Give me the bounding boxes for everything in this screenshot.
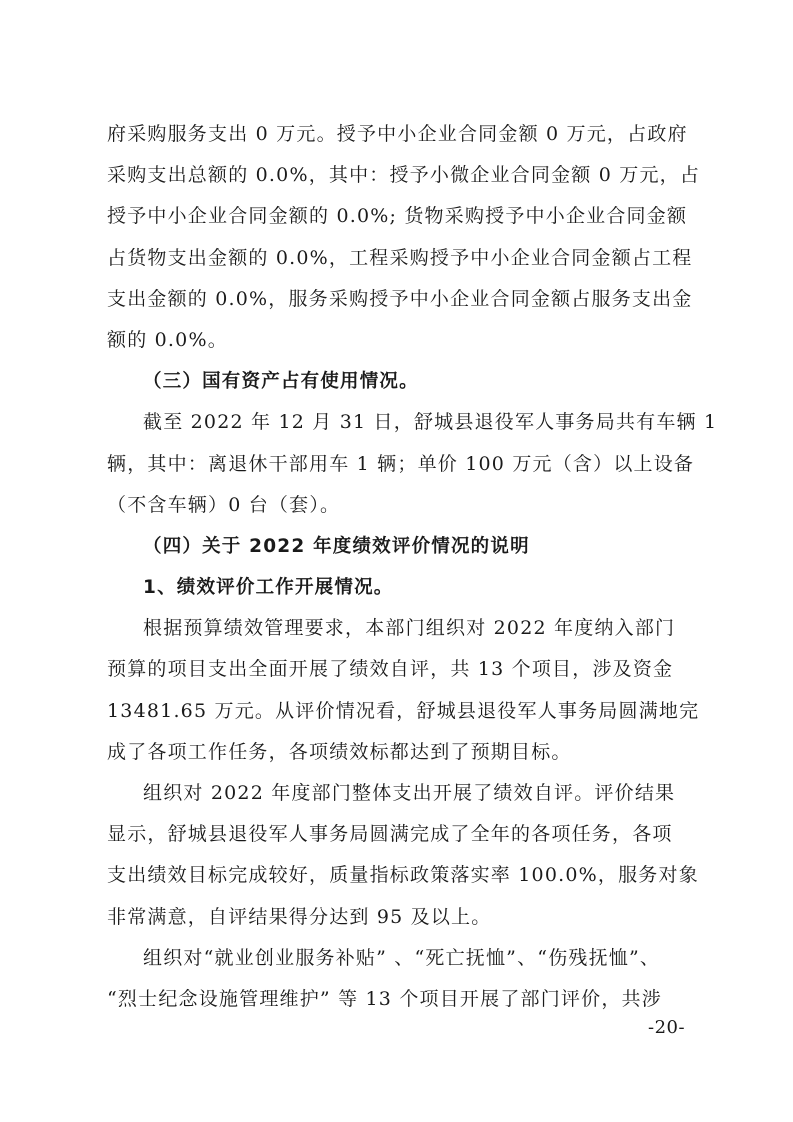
paragraph-line: 占货物支出金额的 0.0%，工程采购授予中小企业合同金额占工程 <box>107 246 693 269</box>
paragraph-line: 支出绩效目标完成较好，质量指标政策落实率 100.0%，服务对象 <box>107 864 699 887</box>
paragraph-line: 采购支出总额的 0.0%，其中：授予小微企业合同金额 0 万元，占 <box>107 164 701 187</box>
paragraph-line: 成了各项工作任务，各项绩效标都达到了预期目标。 <box>107 740 572 763</box>
page-number: -20- <box>648 1017 686 1038</box>
paragraph-line: 预算的项目支出全面开展了绩效自评，共 13 个项目，涉及资金 <box>107 658 674 681</box>
paragraph-line: 组织对“就业创业服务补贴” 、“死亡抚恤”、“伤残抚恤”、 <box>143 946 661 969</box>
paragraph-line: 组织对 2022 年度部门整体支出开展了绩效自评。评价结果 <box>143 782 676 804</box>
paragraph-line: 支出金额的 0.0%，服务采购授予中小企业合同金额占服务支出金 <box>107 287 693 310</box>
paragraph-line: 根据预算绩效管理要求，本部门组织对 2022 年度纳入部门 <box>143 617 676 640</box>
paragraph-line: 非常满意，自评结果得分达到 95 及以上。 <box>107 905 492 928</box>
section-heading: （三）国有资产占有使用情况。 <box>143 371 419 393</box>
paragraph-line: “烈士纪念设施管理维护” 等 13 个项目开展了部门评价，共涉 <box>107 987 662 1010</box>
paragraph-line: 显示，舒城县退役军人事务局圆满完成了全年的各项任务，各项 <box>107 823 673 846</box>
section-heading: （四）关于 2022 年度绩效评价情况的说明 <box>143 535 530 557</box>
paragraph-line: 授予中小企业合同金额的 0.0%; 货物采购授予中小企业合同金额 <box>107 205 688 228</box>
subsection-heading: 1、绩效评价工作开展情况。 <box>143 577 394 599</box>
body-text <box>107 114 718 1020</box>
paragraph-line: 截至 2022 年 12 月 31 日，舒城县退役军人事务局共有车辆 1 <box>143 411 718 434</box>
paragraph-line: 辆，其中：离退休干部用车 1 辆；单价 100 万元（含）以上设备 <box>107 452 695 475</box>
paragraph-line: 额的 0.0%。 <box>107 328 228 351</box>
paragraph-line: 13481.65 万元。从评价情况看，舒城县退役军人事务局圆满地完 <box>107 699 700 722</box>
paragraph-line: 府采购服务支出 0 万元。授予中小企业合同金额 0 万元，占政府 <box>107 123 688 145</box>
paragraph-line: （不含车辆）0 台（套）。 <box>107 493 341 516</box>
